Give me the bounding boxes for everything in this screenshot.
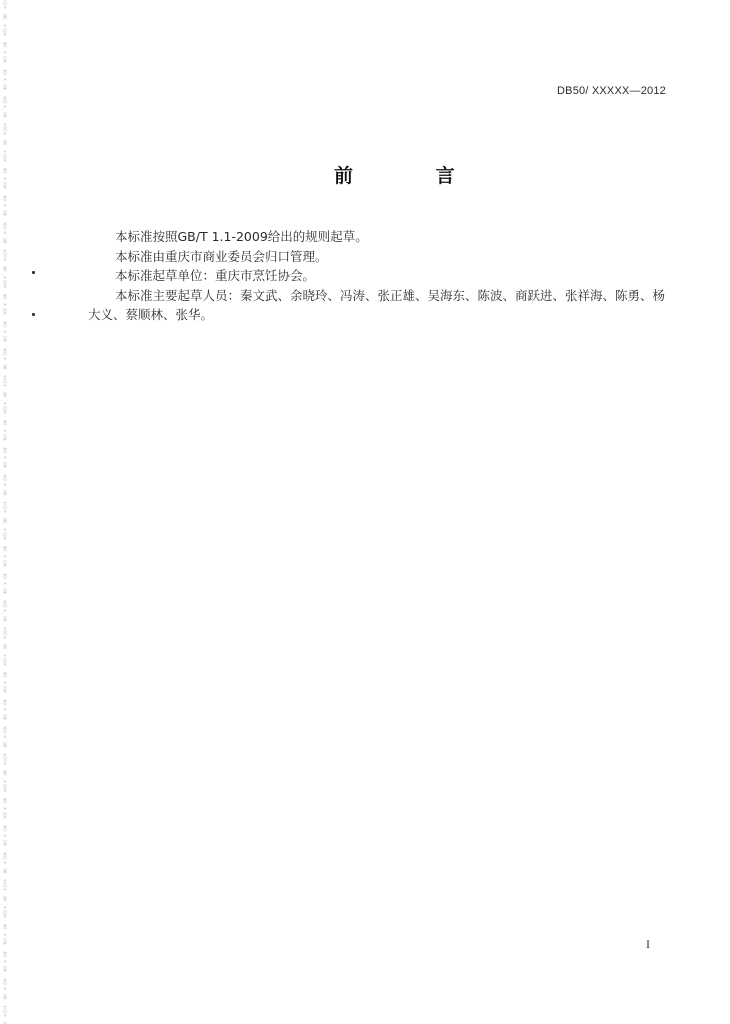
paragraph-drafting-rules: 本标准按照GB/T 1.1-2009给出的规则起草。: [115, 229, 368, 244]
scan-mark: [32, 313, 35, 316]
scan-mark: [32, 271, 35, 274]
page-title: 前 言: [334, 165, 493, 187]
document-code: DB50/ XXXXX—2012: [557, 85, 666, 97]
page-number: I: [646, 937, 650, 951]
body-text: [88, 227, 668, 325]
paragraph-management: 本标准由重庆市商业委员会归口管理。: [115, 248, 328, 264]
paragraph-drafters: 本标准主要起草人员：秦文武、余晓玲、冯涛、张正雄、吴海东、陈波、商跃进、张祥海、陈勇、杨大义、蔡顺林、张华。: [88, 287, 666, 322]
paragraph-drafting-unit: 本标准起草单位：重庆市烹饪协会。: [115, 268, 316, 283]
scan-edge-noise-lines: [3, 0, 7, 1024]
